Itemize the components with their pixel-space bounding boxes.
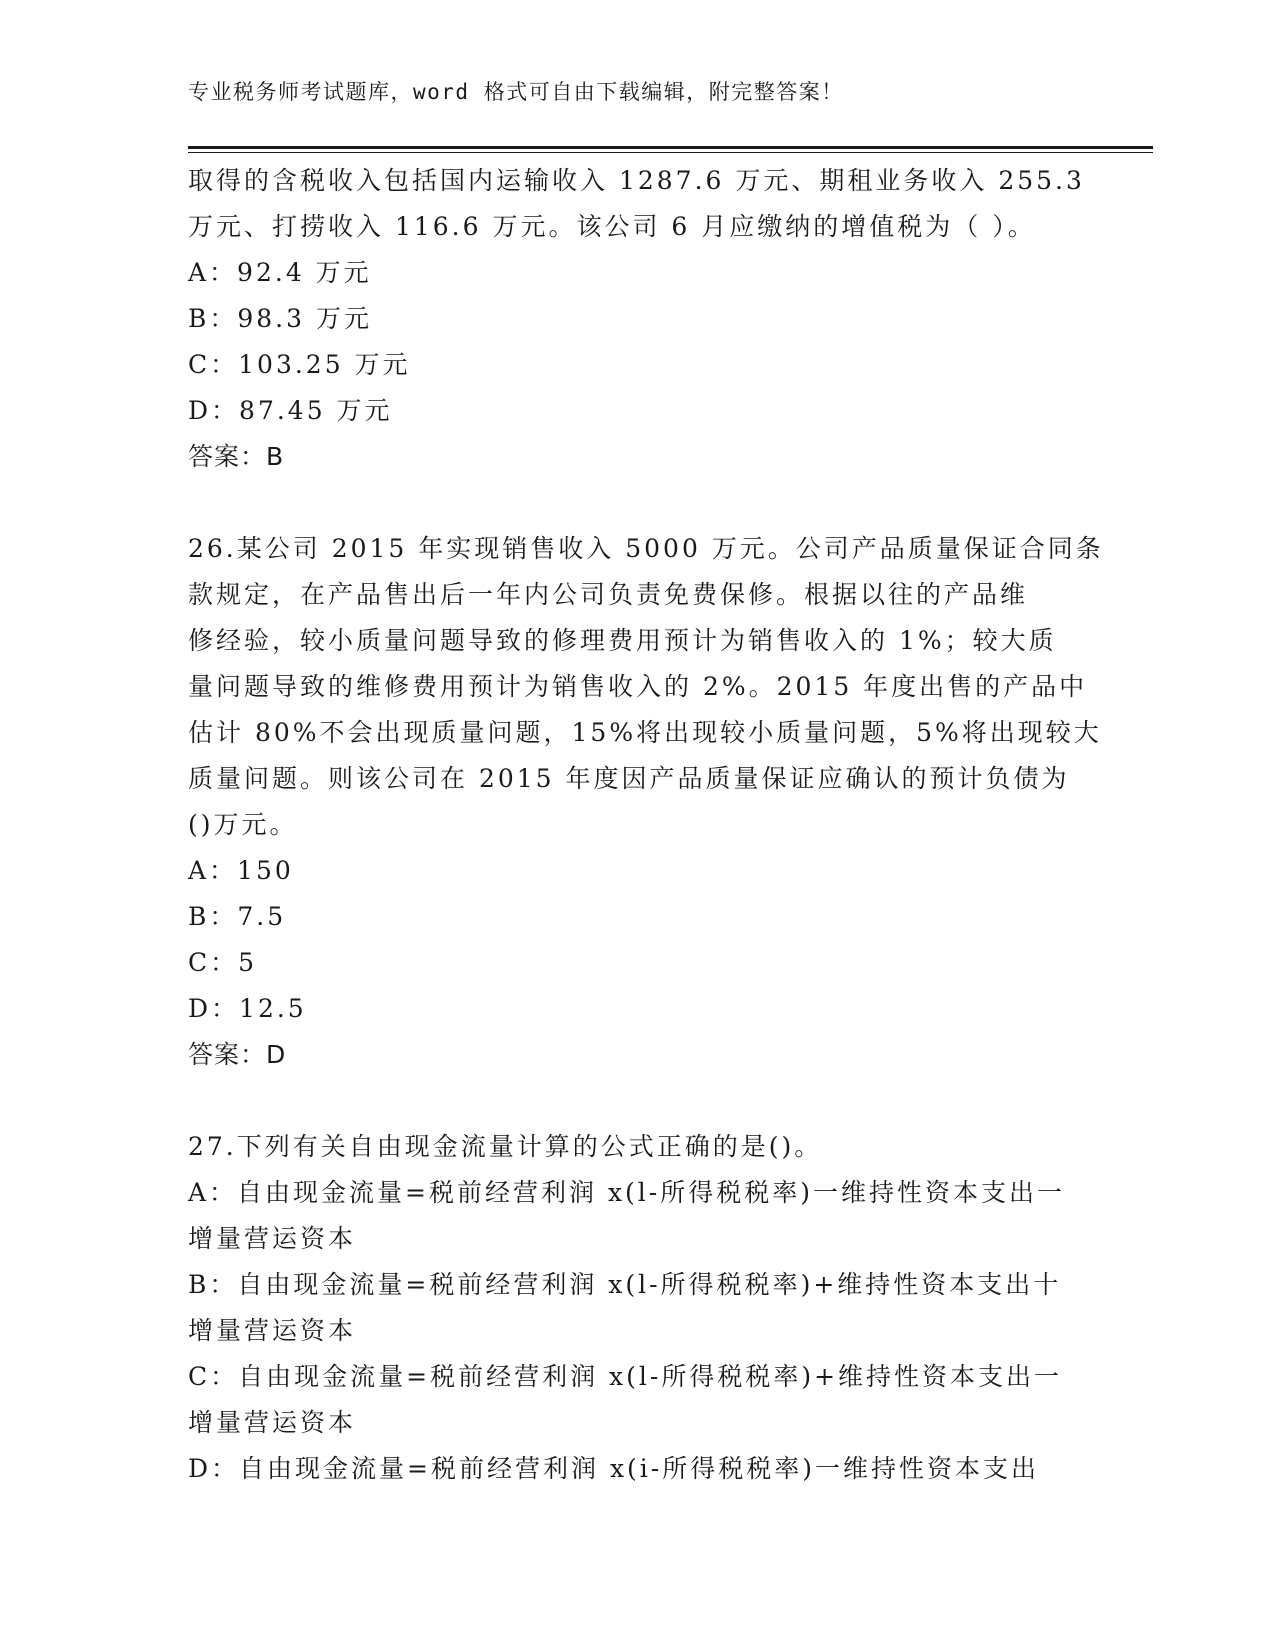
question-stem-line: 量问题导致的维修费用预计为销售收入的 2%。2015 年度出售的产品中 — [188, 672, 1088, 701]
option-b-continued: 增量营运资本 — [188, 1316, 357, 1345]
question-stem-line: 27.下列有关自由现金流量计算的公式正确的是()。 — [188, 1132, 823, 1161]
answer-label: 答案：B — [188, 442, 285, 471]
question-stem-line: ()万元。 — [188, 810, 298, 839]
document-body — [188, 158, 1104, 1492]
option-d: D：自由现金流量=税前经营利润 x(i-所得税税率)一维持性资本支出 — [188, 1454, 1039, 1483]
option-a-continued: 增量营运资本 — [188, 1224, 357, 1253]
option-c-continued: 增量营运资本 — [188, 1408, 357, 1437]
option-a: A：92.4 万元 — [188, 258, 372, 287]
option-b: B：7.5 — [188, 902, 287, 931]
option-b: B：98.3 万元 — [188, 304, 372, 333]
question-stem-line: 估计 80%不会出现质量问题，15%将出现较小质量问题，5%将出现较大 — [188, 718, 1102, 747]
answer-label: 答案：D — [188, 1040, 287, 1069]
question-stem-line: 修经验，较小质量问题导致的修理费用预计为销售收入的 1%；较大质 — [188, 626, 1057, 655]
option-a: A：自由现金流量=税前经营利润 x(l-所得税税率)一维持性资本支出一 — [188, 1178, 1065, 1207]
option-a: A：150 — [188, 856, 294, 885]
question-stem-line: 取得的含税收入包括国内运输收入 1287.6 万元、期租业务收入 255.3 — [188, 166, 1085, 195]
option-d: D：87.45 万元 — [188, 396, 393, 425]
option-c: C：103.25 万元 — [188, 350, 411, 379]
header-rule-thick — [188, 146, 1153, 149]
question-25 — [188, 158, 1088, 480]
spacer — [188, 480, 1088, 526]
page-header-text: 专业税务师考试题库，word 格式可自由下载编辑，附完整答案！ — [188, 80, 844, 104]
question-stem-line: 质量问题。则该公司在 2015 年度因产品质量保证应确认的预计负债为 — [188, 764, 1070, 793]
option-c: C：自由现金流量=税前经营利润 x(l-所得税税率)+维持性资本支出一 — [188, 1362, 1063, 1391]
option-d: D：12.5 — [188, 994, 307, 1023]
option-c: C：5 — [188, 948, 258, 977]
spacer — [188, 1078, 1088, 1124]
header-rule-thin — [188, 152, 1153, 153]
question-26 — [188, 526, 1104, 1078]
question-stem-line: 款规定，在产品售出后一年内公司负责免费保修。根据以往的产品维 — [188, 580, 1029, 609]
question-stem-line: 26.某公司 2015 年实现销售收入 5000 万元。公司产品质量保证合同条 — [188, 534, 1104, 563]
question-27 — [188, 1124, 1088, 1492]
question-stem-line: 万元、打捞收入 116.6 万元。该公司 6 月应缴纳的增值税为（ ）。 — [188, 212, 1036, 241]
option-b: B：自由现金流量=税前经营利润 x(l-所得税税率)+维持性资本支出十 — [188, 1270, 1062, 1299]
